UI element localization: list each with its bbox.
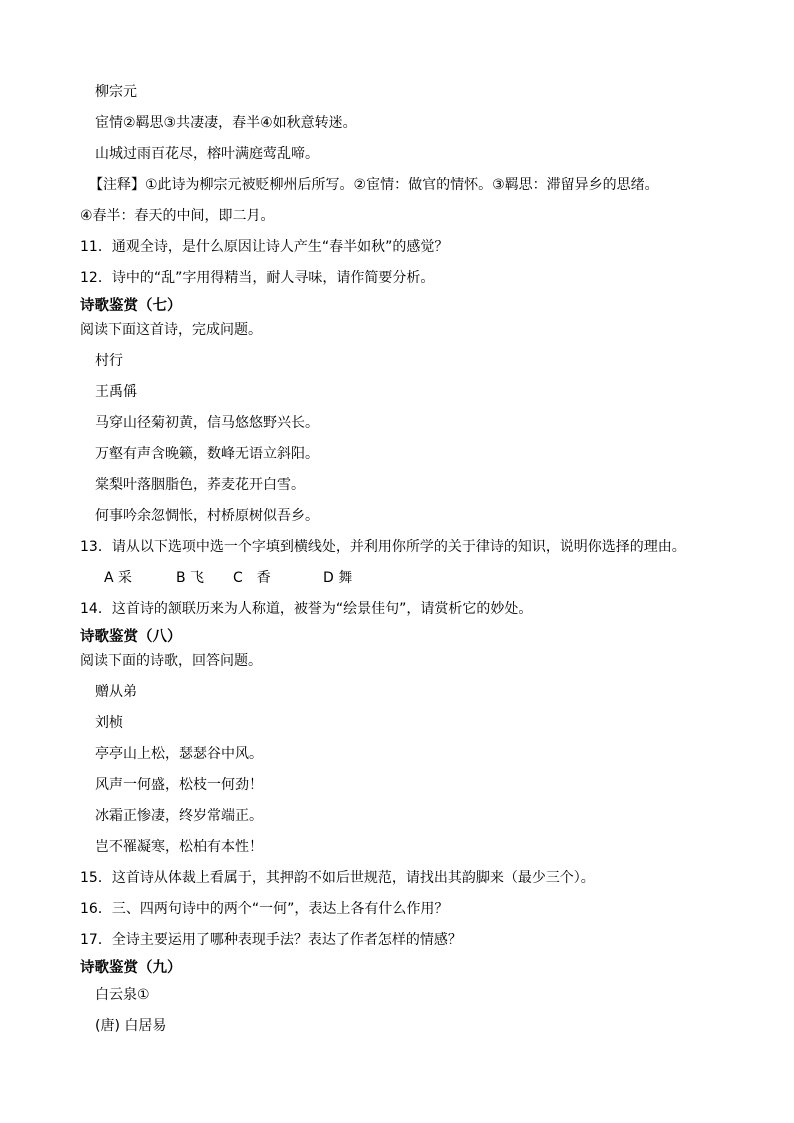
option-a: A 采 [104,570,133,586]
question-15: 15．这首诗从体裁上看属于，其押韵不如后世规范，请找出其韵脚来（最少三个）。 [80,870,595,886]
section7-poem-line-2: 万壑有声含晚籁，数峰无语立斜阳。 [95,446,319,462]
poem6-note-line-2: ④春半：春天的中间，即二月。 [80,208,275,224]
question-13-options [104,568,352,588]
poem6-author: 柳宗元 [95,84,137,100]
option-d: D 舞 [323,570,353,586]
section8-poem-author: 刘桢 [95,715,123,731]
option-b: B 飞 [176,570,205,586]
section9-poem-title: 白云泉① [95,987,150,1003]
section8-heading: 诗歌鉴赏（八） [80,629,182,645]
section7-poem-line-1: 马穿山径菊初黄，信马悠悠野兴长。 [95,415,319,431]
section8-intro: 阅读下面的诗歌，回答问题。 [80,653,262,669]
section8-poem-line-2: 风声一何盛，松枝一何劲！ [95,777,263,793]
section9-poem-author: (唐) 白居易 [95,1018,167,1034]
question-16: 16．三、四两句诗中的两个“一何”，表达上各有什么作用？ [80,901,449,917]
section8-poem-line-3: 冰霜正惨凄，终岁常端正。 [95,808,263,824]
section7-intro: 阅读下面这首诗，完成问题。 [80,322,262,338]
question-13: 13．请从以下选项中选一个字填到横线处，并利用你所学的关于律诗的知识，说明你选择的理由。 [80,539,686,555]
section7-poem-line-4: 何事吟余忽惆怅，村桥原树似吾乡。 [95,508,319,524]
section8-poem-title: 赠从弟 [95,684,137,700]
poem6-line-2: 山城过雨百花尽，榕叶满庭莺乱啼。 [95,146,319,162]
section8-poem-line-4: 岂不罹凝寒，松柏有本性！ [95,839,263,855]
section7-poem-title: 村行 [95,353,123,369]
option-c: C 香 [233,570,271,586]
question-14: 14．这首诗的颔联历来为人称道，被誉为“绘景佳句”，请赏析它的妙处。 [80,601,533,617]
section7-poem-author: 王禹偁 [95,384,137,400]
poem6-line-1: 宦情②羁思③共凄凄，春半④如秋意转迷。 [95,115,357,131]
section7-poem-line-3: 棠梨叶落胭脂色，荞麦花开白雪。 [95,477,305,493]
section7-heading: 诗歌鉴赏（七） [80,298,182,314]
section9-heading: 诗歌鉴赏（九） [80,960,182,976]
question-12: 12．诗中的“乱”字用得精当，耐人寻味，请作简要分析。 [80,270,435,286]
section8-poem-line-1: 亭亭山上松，瑟瑟谷中风。 [95,746,263,762]
question-17: 17．全诗主要运用了哪种表现手法？表达了作者怎样的情感？ [80,932,462,948]
question-11: 11．通观全诗，是什么原因让诗人产生“春半如秋”的感觉？ [80,239,449,255]
poem6-note-line-1: 【注释】①此诗为柳宗元被贬柳州后所写。②宦情：做官的情怀。③羁思：滞留异乡的思绪。 [89,177,659,193]
